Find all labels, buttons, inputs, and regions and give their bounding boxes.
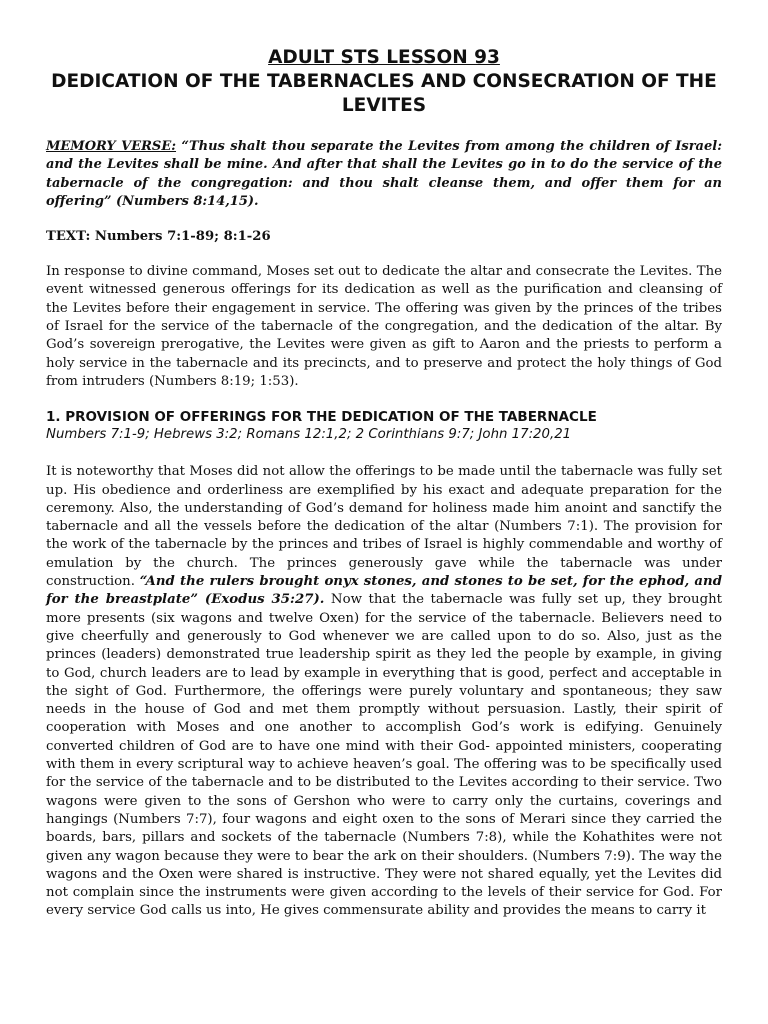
section-1-references: Numbers 7:1-9; Hebrews 3:2; Romans 12:1,2; 2 Corinthians 9:7; John 17:20,21	[46, 427, 572, 443]
document-page	[46, 46, 722, 921]
lesson-subtitle: DEDICATION OF THE TABERNACLES AND CONSECRATION OF THE LEVITES	[51, 71, 717, 116]
section-1-body-part2: Now that the tabernacle was fully set up, they brought more presents (six wagons and twelve Oxen) for the service of the tabernacle. Believers need to give cheerfully and generously to God whenever we are called upon to do so. Also, just as the princes (leaders) demonstrated true leadership spirit as they led the people by example, in giving to God, church leaders are to lead by example in everything that is good, perfect and acceptable in the sight of God. Furthermore, the offerings were purely voluntary and spontaneous; they saw needs in the house of God and met them promptly without persuasion. Lastly, their spirit of cooperation with Moses and one another to accomplish God’s work is edifying. Genuinely converted children of God are to have one mind with their God- appointed ministers, cooperating with them in every scriptural way to achieve heaven’s goal. The offering was to be specifically used for the service of the tabernacle and to be distributed to the Levites according to their service. Two wagons were given to the sons of Gershon who were to carry only the curtains, coverings and hangings (Numbers 7:7), four wagons and eight oxen to the sons of Merari since they carried the boards, bars, pillars and sockets of the tabernacle (Numbers 7:8), while the Kohathites were not given any wagon because they were to bear the ark on their shoulders. (Numbers 7:9). The way the wagons and the Oxen were shared is instructive. They were not shared equally, yet the Levites did not complain since the instruments were given according to the levels of their service for God. For every service God calls us into, He gives commensurate ability and provides the means to carry it	[46, 592, 722, 919]
section-1-heading: 1. PROVISION OF OFFERINGS FOR THE DEDICATION OF THE TABERNACLE	[46, 409, 597, 426]
lesson-title	[46, 46, 722, 118]
section-1-body-part1: It is noteworthy that Moses did not allow the offerings to be made until the tabernacle was fully set up. His obedience and orderliness are exemplified by his exact and adequate preparation for the ceremony. Also, the understanding of God’s demand for holiness made him anoint and sanctify the tabernacle and all the vessels before the dedication of the altar (Numbers 7:1). The provision for the work of the tabernacle by the princes and tribes of Israel is highly commendable and worthy of emulation by the church. The princes generously gave while the tabernacle was under construction.	[46, 464, 722, 590]
memory-verse	[46, 138, 722, 211]
memory-verse-text: “Thus shalt thou separate the Levites from among the children of Israel: and the Levites shall be mine. And after that shall the Levites go in to do the service of the tabernacle of the congregation: and thou shalt cleanse them, and offer them for an offering” (Numbers 8:14,15).	[46, 139, 722, 209]
section-1-exodus-quote: “And the rulers brought onyx stones, and stones to be set, for the ephod, and for the breastplate” (Exodus 35:27).	[46, 574, 723, 608]
intro-paragraph: In response to divine command, Moses set out to dedicate the altar and consecrate the Levites. The event witnessed generous offerings for its dedication as well as the purification and cleansing of the Levites before their engagement in service. The offering was given by the princes of the tribes of Israel for the service of the tabernacle of the congregation, and the dedication of the altar. By God’s sovereign prerogative, the Levites were given as gift to Aaron and the priests to perform a holy service in the tabernacle and its precincts, and to preserve and protect the holy things of God from intruders (Numbers 8:19; 1:53).	[46, 264, 722, 389]
text-reference: TEXT: Numbers 7:1-89; 8:1-26	[46, 229, 271, 245]
lesson-number-title: ADULT STS LESSON 93	[268, 47, 500, 68]
section-1-body	[46, 463, 722, 920]
memory-verse-label: MEMORY VERSE:	[46, 139, 177, 154]
